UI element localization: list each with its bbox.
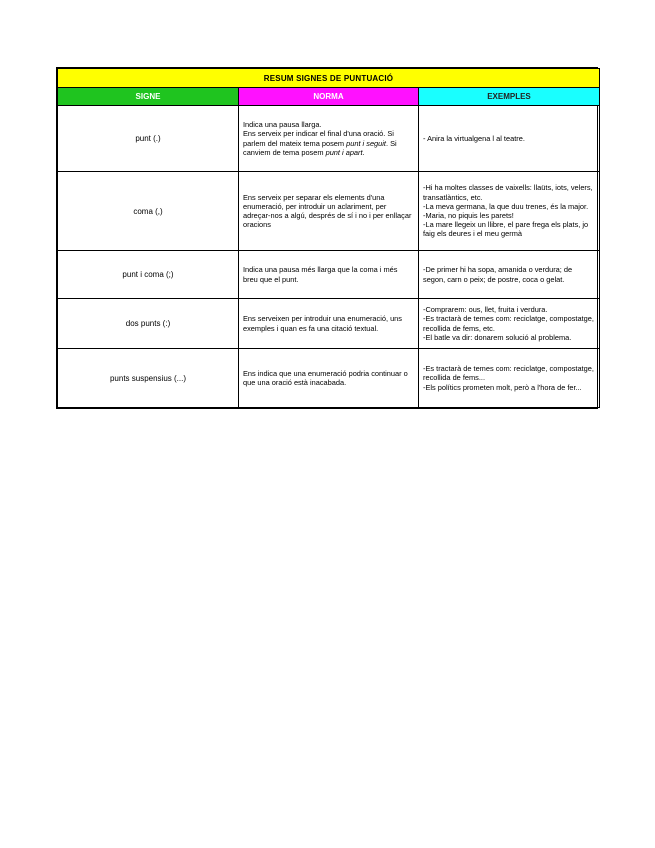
norma-cell: Ens serveixen per introduir una enumeració, uns exemples i quan es fa una citació textual. — [239, 299, 419, 349]
example-line: -Es tractarà de temes com: reciclatge, compostatge, recollida de fems, etc. — [423, 314, 594, 333]
exemples-cell — [419, 299, 600, 349]
signe-cell: punts suspensius (...) — [58, 349, 239, 408]
norma-cell — [239, 106, 419, 172]
example-line: -Els polítics prometen molt, però a l'hora de fer... — [423, 382, 582, 392]
norma-text — [243, 129, 414, 157]
example-line: -De primer hi ha sopa, amanida o verdura; de segon, carn o peix; de postre, coca o gelat. — [423, 265, 573, 284]
punctuation-table — [57, 68, 600, 408]
norma-emphasis: punt i seguit — [346, 138, 386, 148]
exemples-cell — [419, 349, 600, 408]
table-row-punt — [58, 106, 600, 172]
norma-line: Indica una pausa llarga. — [243, 120, 322, 130]
example-line: -La mare llegeix un llibre, el pare frega els plats, jo faig els deures i el meu germà — [423, 220, 589, 239]
title-row — [58, 69, 600, 88]
header-row — [58, 88, 600, 106]
exemples-cell — [419, 251, 600, 299]
example-line: - Anira la virtualgena l al teatre. — [423, 133, 525, 143]
table-row-coma — [58, 172, 600, 251]
signe-cell: dos punts (:) — [58, 299, 239, 349]
norma-text-part: . Si canviem de tema posem — [243, 138, 397, 157]
signe-cell: punt i coma (;) — [58, 251, 239, 299]
example-line: -Es tractarà de temes com: reciclatge, compostatge, recollida de fems... — [423, 364, 594, 383]
signe-cell: coma (,) — [58, 172, 239, 251]
example-line: -Hi ha moltes classes de vaixells: llaüts, iots, velers, transatlàntics, etc. — [423, 183, 593, 202]
header-signe: SIGNE — [58, 88, 239, 106]
example-line: -Maria, no piquis les parets! — [423, 211, 514, 220]
header-norma: NORMA — [239, 88, 419, 106]
table-row-punt-i-coma — [58, 251, 600, 299]
header-exemples: EXEMPLES — [419, 88, 600, 106]
norma-cell: Ens serveix per separar els elements d'una enumeració, per introduir un aclariment, per adreçar-nos a algú, després de sí i no i per enllaçar oracions — [239, 172, 419, 251]
norma-cell: Ens indica que una enumeració podria continuar o que una oració està inacabada. — [239, 349, 419, 408]
table-title: RESUM SIGNES DE PUNTUACIÓ — [58, 69, 600, 88]
norma-text-part: Ens serveix per indicar el final d'una oració. Si parlem del mateix tema posem — [243, 129, 394, 148]
example-line: -El batle va dir: donarem solució al problema. — [423, 332, 572, 342]
table-row-punts-suspensius — [58, 349, 600, 408]
norma-text-part: . — [362, 147, 365, 157]
norma-cell: Indica una pausa més llarga que la coma i més breu que el punt. — [239, 251, 419, 299]
example-line: -Comprarem: ous, llet, fruita i verdura. — [423, 305, 548, 315]
exemples-cell — [419, 106, 600, 172]
norma-emphasis: punt i apart — [325, 147, 363, 157]
signe-cell: punt (.) — [58, 106, 239, 172]
example-line: -La meva germana, la que duu trenes, és la major. — [423, 201, 589, 211]
punctuation-summary-sheet — [56, 67, 598, 409]
exemples-cell — [419, 172, 600, 251]
table-row-dos-punts — [58, 299, 600, 349]
